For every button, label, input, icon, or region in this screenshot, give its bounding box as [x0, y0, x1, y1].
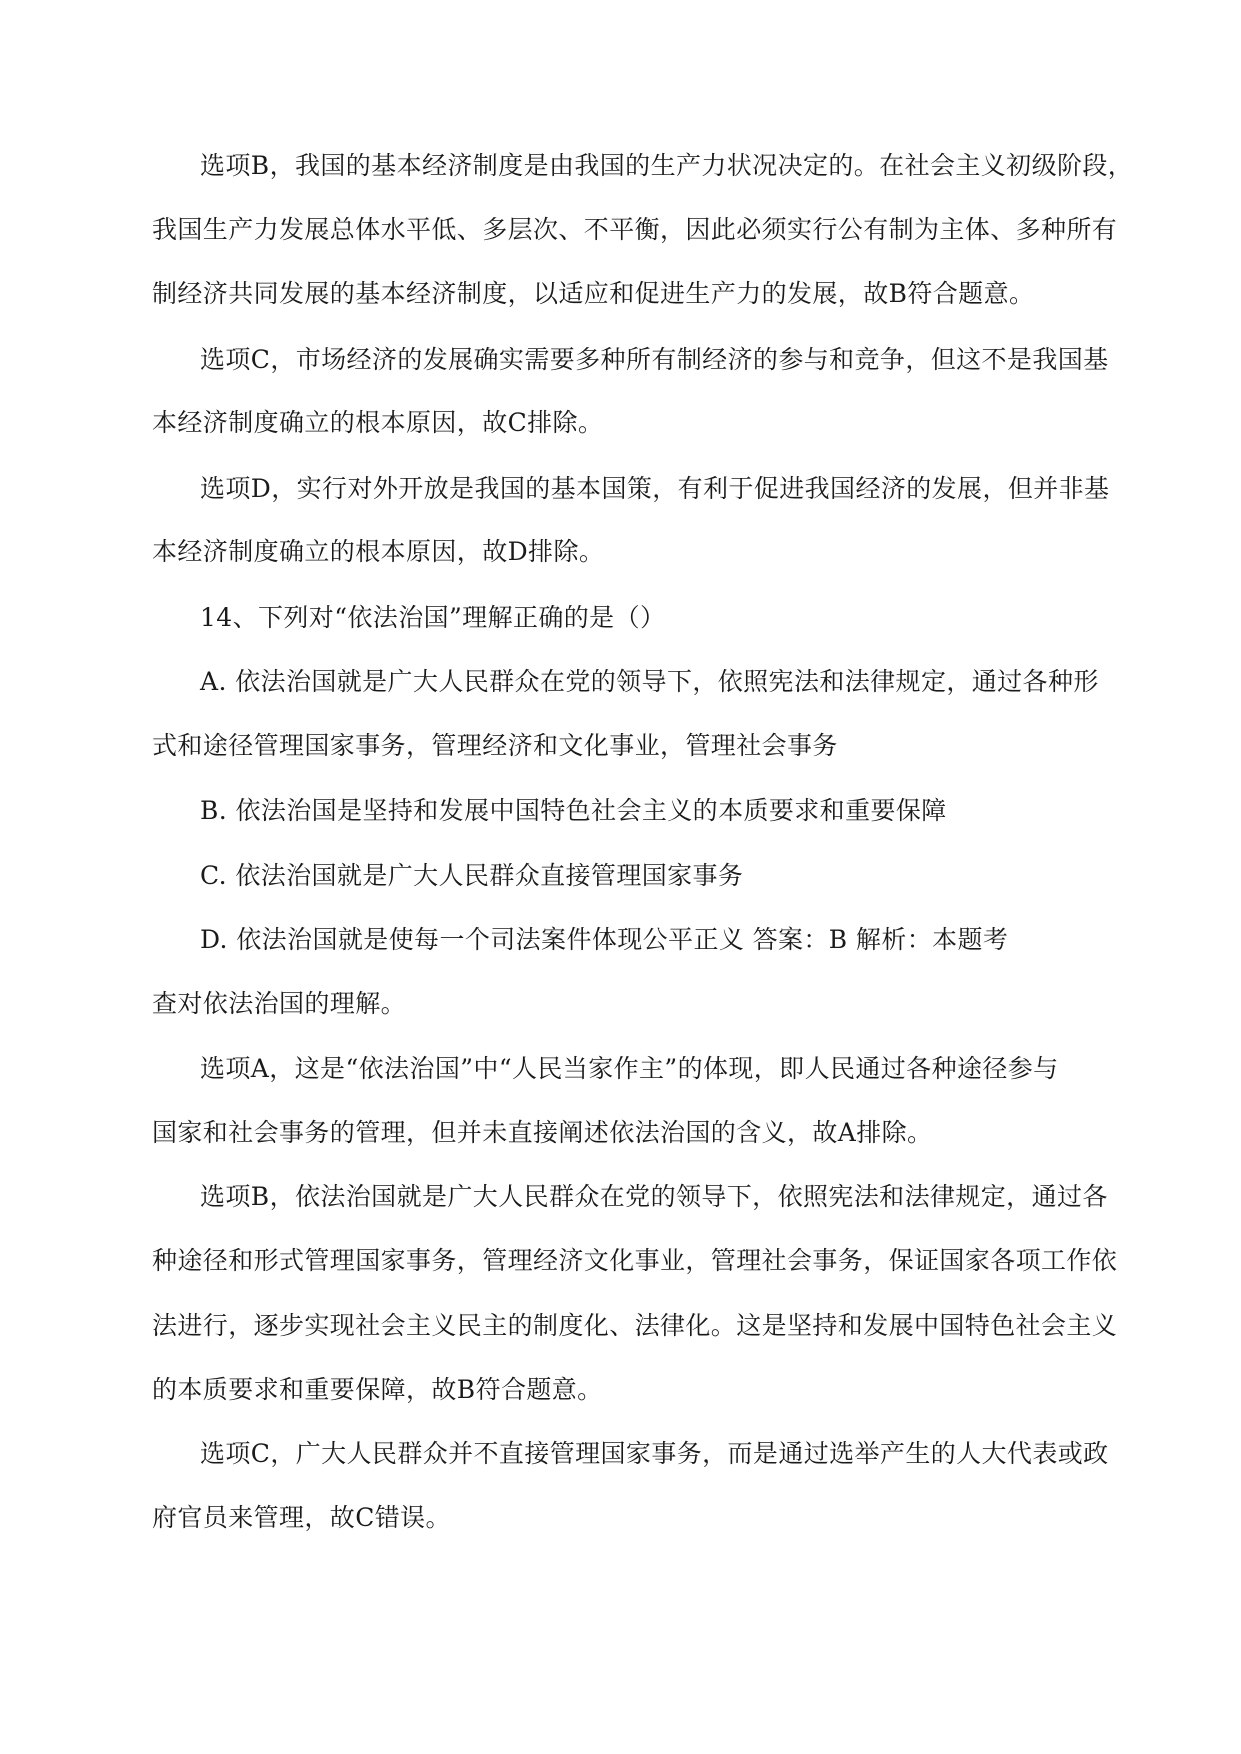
option-a: A. 依法治国就是广大人民群众在党的领导下，依照宪法和法律规定，通过各种形 — [200, 667, 1099, 696]
text-line: 我国生产力发展总体水平低、多层次、不平衡，因此必须实行公有制为主体、多种所有 — [152, 215, 1118, 244]
text-line: 选项C，广大人民群众并不直接管理国家事务，而是通过选举产生的人大代表或政 — [200, 1439, 1109, 1468]
text-line: 选项A，这是“依法治国”中“人民当家作主”的体现，即人民通过各种途径参与 — [200, 1054, 1059, 1083]
text-line: 选项C，市场经济的发展确实需要多种所有制经济的参与和竞争，但这不是我国基 — [200, 345, 1109, 374]
text-line: 的本质要求和重要保障，故B符合题意。 — [152, 1375, 603, 1404]
text-line: 种途径和形式管理国家事务，管理经济文化事业，管理社会事务，保证国家各项工作依 — [152, 1246, 1118, 1275]
text-line: 制经济共同发展的基本经济制度，以适应和促进生产力的发展，故B符合题意。 — [152, 279, 1035, 308]
text-line: 府官员来管理，故C错误。 — [152, 1503, 451, 1532]
text-line: 本经济制度确立的根本原因，故C排除。 — [152, 408, 604, 437]
text-line: 选项B，依法治国就是广大人民群众在党的领导下，依照宪法和法律规定，通过各 — [200, 1182, 1108, 1211]
text-line: 法进行，逐步实现社会主义民主的制度化、法律化。这是坚持和发展中国特色社会主义 — [152, 1311, 1118, 1340]
text-line: 选项D，实行对外开放是我国的基本国策，有利于促进我国经济的发展，但并非基 — [200, 474, 1110, 503]
option-b: B. 依法治国是坚持和发展中国特色社会主义的本质要求和重要保障 — [200, 796, 947, 825]
text-line: 国家和社会事务的管理，但并未直接阐述依法治国的含义，故A排除。 — [152, 1118, 933, 1147]
question-heading: 14、下列对“依法治国”理解正确的是（） — [200, 603, 666, 632]
option-d-answer: D. 依法治国就是使每一个司法案件体现公平正义 答案：B 解析：本题考 — [200, 925, 1009, 954]
text-line: 查对依法治国的理解。 — [152, 989, 407, 1018]
option-a-continued: 式和途径管理国家事务，管理经济和文化事业，管理社会事务 — [152, 731, 838, 760]
text-line: 选项B，我国的基本经济制度是由我国的生产力状况决定的。在社会主义初级阶段， — [200, 151, 1134, 180]
option-c: C. 依法治国就是广大人民群众直接管理国家事务 — [200, 861, 744, 890]
text-line: 本经济制度确立的根本原因，故D排除。 — [152, 537, 605, 566]
